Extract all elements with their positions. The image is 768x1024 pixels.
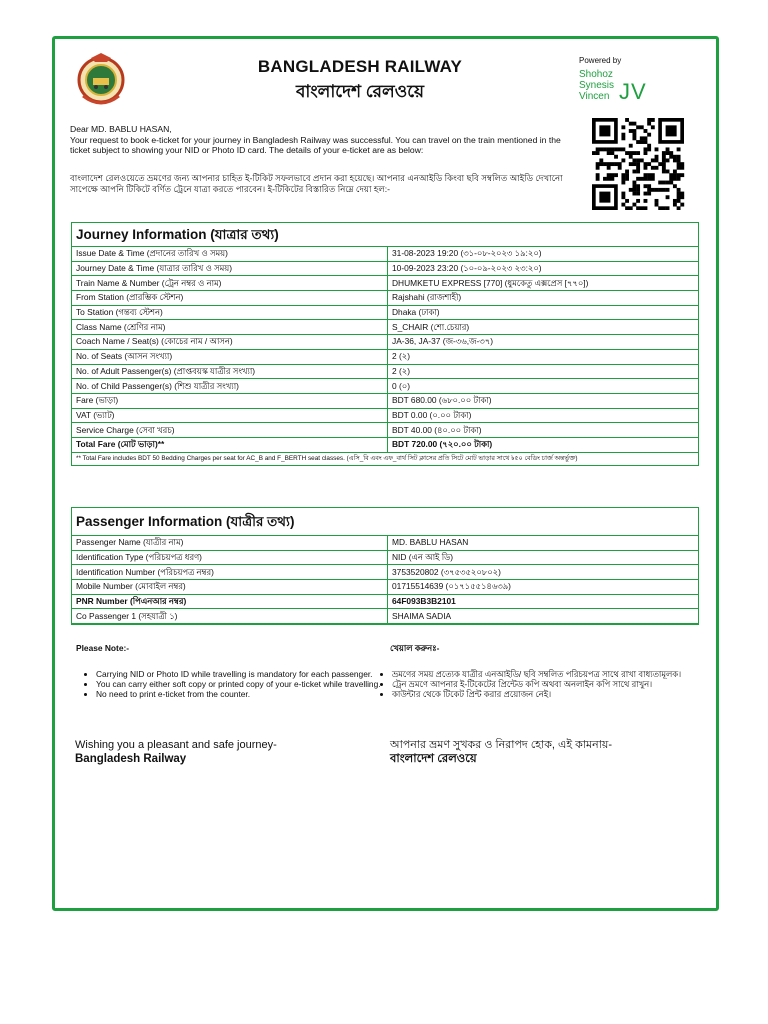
table-row xyxy=(72,536,698,550)
row-value: S_CHAIR (শো.চেয়ার) xyxy=(388,320,699,335)
row-label: Train Name & Number (ট্রেন নম্বর ও নাম) xyxy=(72,276,388,291)
note-item-bangla: • কাউন্টার থেকে টিকেট প্রিন্ট করার প্রয়োজন নেই। xyxy=(392,689,702,699)
passenger-table xyxy=(72,536,698,624)
row-label: PNR Number (পিএনআর নম্বর) xyxy=(72,594,388,609)
greeting: Dear MD. BABLU HASAN, xyxy=(70,124,172,134)
journey-heading: Journey Information (যাত্রার তথ্য) xyxy=(72,223,698,247)
row-value: BDT 40.00 (৪০.০০ টাকা) xyxy=(388,423,699,438)
please-note-heading: Please Note:- xyxy=(76,643,130,653)
table-row xyxy=(72,320,698,335)
table-row xyxy=(72,580,698,595)
table-row xyxy=(72,335,698,350)
row-label: Journey Date & Time (যাত্রার তারিখ ও সময়) xyxy=(72,261,388,276)
wish-english xyxy=(75,738,277,766)
note-item-bangla: • ট্রেন ভ্রমণে আপনার ই-টিকেটের প্রিন্টেড কপি অথবা অনলাইন কপি সাথে রাখুন। xyxy=(392,679,702,689)
total-fare-row xyxy=(72,437,698,452)
row-label: Mobile Number (মোবাইল নম্বর) xyxy=(72,580,388,595)
powered-by-label: Powered by xyxy=(579,56,622,65)
sponsor-line-1: Shohoz xyxy=(579,69,613,80)
row-value: 01715514639 (০১৭১৫৫১৪৬৩৯) xyxy=(388,580,699,595)
passenger-information-section xyxy=(71,507,699,625)
intro-message: Your request to book e-ticket for your journey in Bangladesh Railway was successful. You can travel on the train mentioned in the ticket subject to showing your NID or Photo ID card. The details of your e-ticket are as below: xyxy=(70,134,561,155)
row-label: Co Passenger 1 (সহযাত্রী ১) xyxy=(72,609,388,624)
total-fare-label: Total Fare (মোট ভাড়া)** xyxy=(72,437,388,452)
row-value: 64F093B3B2101 xyxy=(388,594,699,609)
row-label: No. of Seats (আসন সংখ্যা) xyxy=(72,349,388,364)
row-value: BDT 680.00 (৬৮০.০০ টাকা) xyxy=(388,393,699,408)
table-row xyxy=(72,247,698,261)
row-label: Identification Number (পরিচয়পত্র নম্বর) xyxy=(72,565,388,580)
journey-table xyxy=(72,247,698,453)
journey-information-section xyxy=(71,222,699,466)
wish-text: Wishing you a pleasant and safe journey- xyxy=(75,739,277,751)
table-row xyxy=(72,408,698,423)
row-label: Identification Type (পরিচয়পত্র ধরণ) xyxy=(72,550,388,565)
row-value: 10-09-2023 23:20 (১০-০৯-২০২৩ ২৩:২০) xyxy=(388,261,699,276)
table-row xyxy=(72,276,698,291)
note-item: • You can carry either soft copy or printed copy of your e-ticket while travelling. xyxy=(96,679,386,689)
table-row xyxy=(72,393,698,408)
row-label: Service Charge (সেবা খরচ) xyxy=(72,423,388,438)
table-row xyxy=(72,609,698,624)
table-row xyxy=(72,423,698,438)
row-value: 2 (২) xyxy=(388,364,699,379)
row-value: 0 (০) xyxy=(388,379,699,394)
row-label: VAT (ভ্যাট) xyxy=(72,408,388,423)
sponsor-logo xyxy=(579,69,659,109)
note-item: • Carrying NID or Photo ID while travelling is mandatory for each passenger. xyxy=(96,669,386,679)
total-fare-value: BDT 720.00 (৭২০.০০ টাকা) xyxy=(388,437,699,452)
wish-bangla xyxy=(390,738,612,766)
row-value: MD. BABLU HASAN xyxy=(388,536,699,550)
table-row xyxy=(72,565,698,580)
table-row xyxy=(72,594,698,609)
row-value: BDT 0.00 (০.০০ টাকা) xyxy=(388,408,699,423)
table-row xyxy=(72,305,698,320)
table-row xyxy=(72,261,698,276)
please-note-english xyxy=(76,643,386,699)
row-value: DHUMKETU EXPRESS [770] (ধুমকেতু এক্সপ্রেস [৭৭০]) xyxy=(388,276,699,291)
row-label: To Station (গন্তব্য স্টেশন) xyxy=(72,305,388,320)
row-value: 2 (২) xyxy=(388,349,699,364)
sponsor-line-2: Synesis xyxy=(579,80,615,91)
please-note-heading-bangla: খেয়াল করুনঃ- xyxy=(390,643,440,653)
row-value: Rajshahi (রাজশাহী) xyxy=(388,291,699,306)
title-bangla: বাংলাদেশ রেলওয়ে xyxy=(295,82,425,101)
signature-bangla: বাংলাদেশ রেলওয়ে xyxy=(390,753,477,765)
intro-english xyxy=(70,124,575,156)
fare-footnote: ** Total Fare includes BDT 50 Bedding Charges per seat for AC_B and F_BERTH seat classes. (এসি_বি এবং এফ_বার্থ সিট ক্লাসের প্রতি সিটে মোট ভাড়ার সাথে ৳৫০ বেডিং চার্জ অন্তর্ভুক্ত) xyxy=(76,454,578,462)
intro-bangla: বাংলাদেশ রেলওয়েতে ভ্রমণের জন্য আপনার চাহিত ই-টিকিট সফলভাবে প্রদান করা হয়েছে। আপনার এনআইডি কিংবা ছবি সম্বলিত আইডি দেখানো সাপেক্ষে আপনি টিকিটে বর্ণিত ট্রেনে যাত্রা করতে পারবেন। ই-টিকিটের বিস্তারিত নিম্নে দেয়া হল:- xyxy=(70,173,563,194)
row-value: JA-36, JA-37 (জ-৩৬,জ-৩৭) xyxy=(388,335,699,350)
sponsor-line-3: Vincen xyxy=(579,91,610,102)
row-label: From Station (প্রারম্ভিক স্টেশন) xyxy=(72,291,388,306)
title-english: BANGLADESH RAILWAY xyxy=(257,57,463,76)
row-label: Coach Name / Seat(s) (কোচের নাম / আসন) xyxy=(72,335,388,350)
row-label: No. of Adult Passenger(s) (প্রাপ্তবয়স্ক যাত্রীর সংখ্যা) xyxy=(72,364,388,379)
row-value: SHAIMA SADIA xyxy=(388,609,699,624)
wish-text-bangla: আপনার ভ্রমণ সুখকর ও নিরাপদ হোক, এই কামনায়- xyxy=(390,739,613,751)
row-value: Dhaka (ঢাকা) xyxy=(388,305,699,320)
row-value: 31-08-2023 19:20 (৩১-০৮-২০২৩ ১৯:২০) xyxy=(388,247,699,261)
row-value: NID (এন আই ডি) xyxy=(388,550,699,565)
table-row xyxy=(72,379,698,394)
row-label: Fare (ভাড়া) xyxy=(72,393,388,408)
row-label: Class Name (শ্রেণির নাম) xyxy=(72,320,388,335)
table-row xyxy=(72,349,698,364)
please-note-bangla xyxy=(372,643,702,699)
table-row xyxy=(72,364,698,379)
bangladesh-railway-emblem-icon xyxy=(77,52,125,108)
qr-code-icon xyxy=(592,118,688,210)
row-label: No. of Child Passenger(s) (শিশু যাত্রীর সংখ্যা) xyxy=(72,379,388,394)
passenger-heading: Passenger Information (যাত্রীর তথ্য) xyxy=(72,508,698,536)
row-value: 3753520802 (৩৭৫৩৫২০৮০২) xyxy=(388,565,699,580)
row-label: Issue Date & Time (প্রদানের তারিখ ও সময়) xyxy=(72,247,388,261)
note-item-bangla: • ভ্রমণের সময় প্রত্যেক যাত্রীর এনআইডি/ ছবি সম্বলিত পরিচয়পত্র সাথে রাখা বাধ্যতামূলক। xyxy=(392,669,702,679)
row-label: Passenger Name (যাত্রীর নাম) xyxy=(72,536,388,550)
note-item: • No need to print e-ticket from the counter. xyxy=(96,689,386,699)
signature: Bangladesh Railway xyxy=(75,753,187,765)
table-row xyxy=(72,550,698,565)
sponsor-jv: JV xyxy=(619,79,647,104)
table-row xyxy=(72,291,698,306)
